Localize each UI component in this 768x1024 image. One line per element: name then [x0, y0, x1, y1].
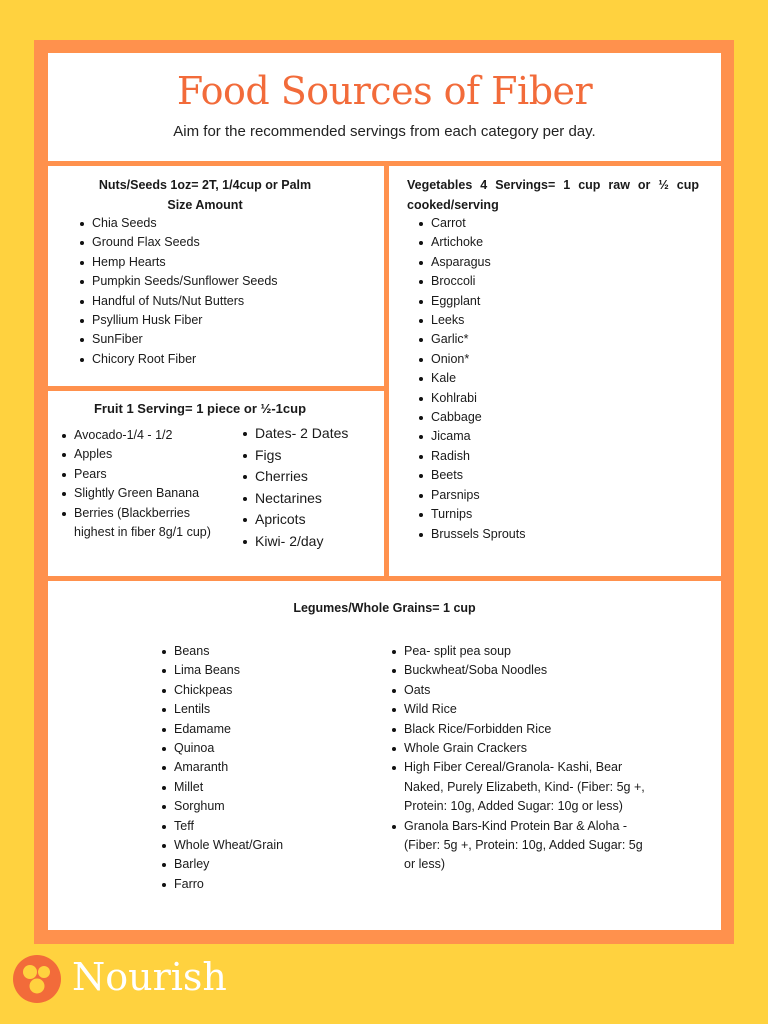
- list-item: Cabbage: [417, 408, 525, 427]
- list-item: Chia Seeds: [78, 214, 278, 233]
- list-item: Leeks: [417, 311, 525, 330]
- list-item: Kiwi- 2/day: [241, 531, 348, 553]
- list-item: Carrot: [417, 214, 525, 233]
- list-item: Jicama: [417, 427, 525, 446]
- list-item: Parsnips: [417, 486, 525, 505]
- list-item: Pumpkin Seeds/Sunflower Seeds: [78, 272, 278, 291]
- header-panel: [48, 53, 721, 161]
- list-item: Slightly Green Banana: [60, 484, 230, 503]
- list-item: Beans: [160, 642, 283, 661]
- list-item: Amaranth: [160, 758, 283, 777]
- list-item: Apricots: [241, 509, 348, 531]
- nuts-heading-line2: Size Amount: [167, 198, 243, 212]
- list-item: Nectarines: [241, 488, 348, 510]
- list-item: Broccoli: [417, 272, 525, 291]
- legumes-list-right: [390, 642, 648, 875]
- list-item: Chickpeas: [160, 681, 283, 700]
- list-item: Asparagus: [417, 253, 525, 272]
- page-subtitle: Aim for the recommended servings from each category per day.: [173, 123, 596, 140]
- list-item: Farro: [160, 875, 283, 894]
- list-item: Eggplant: [417, 292, 525, 311]
- fruit-panel: [48, 391, 384, 576]
- nourish-logo-icon: [12, 954, 62, 1004]
- list-item: Turnips: [417, 505, 525, 524]
- list-item: Chicory Root Fiber: [78, 350, 278, 369]
- list-item: Lima Beans: [160, 661, 283, 680]
- list-item: Figs: [241, 445, 348, 467]
- list-item: Psyllium Husk Fiber: [78, 311, 278, 330]
- brand-name: Nourish: [72, 955, 227, 999]
- list-item: Whole Grain Crackers: [390, 739, 648, 758]
- vegetables-heading: Vegetables 4 Servings= 1 cup raw or ½ cup cooked/serving: [407, 178, 699, 212]
- list-item: Kohlrabi: [417, 389, 525, 408]
- vegetables-list: [417, 214, 525, 544]
- fruit-list-right: [241, 423, 348, 553]
- list-item: Quinoa: [160, 739, 283, 758]
- list-item: Wild Rice: [390, 700, 648, 719]
- list-item: Black Rice/Forbidden Rice: [390, 720, 648, 739]
- list-item: SunFiber: [78, 330, 278, 349]
- fruit-list-left: [60, 426, 230, 542]
- legumes-grains-panel: [48, 581, 721, 930]
- page-title: Food Sources of Fiber: [176, 69, 593, 113]
- list-item: Lentils: [160, 700, 283, 719]
- list-item: Avocado-1/4 - 1/2: [60, 426, 230, 445]
- fruit-heading: Fruit 1 Serving= 1 piece or ½-1cup: [93, 401, 307, 416]
- list-item: Sorghum: [160, 797, 283, 816]
- list-item: Hemp Hearts: [78, 253, 278, 272]
- list-item: Whole Wheat/Grain: [160, 836, 283, 855]
- list-item: Oats: [390, 681, 648, 700]
- nuts-heading-line1: Nuts/Seeds 1oz= 2T, 1/4cup or Palm: [98, 178, 312, 192]
- list-item: Pears: [60, 465, 230, 484]
- list-item: Granola Bars-Kind Protein Bar & Aloha - (Fiber: 5g +, Protein: 10g, Added Sugar: 5g or less): [390, 817, 648, 875]
- list-item: Onion*: [417, 350, 525, 369]
- list-item: Apples: [60, 445, 230, 464]
- list-item: Cherries: [241, 466, 348, 488]
- list-item: Buckwheat/Soba Noodles: [390, 661, 648, 680]
- list-item: Pea- split pea soup: [390, 642, 648, 661]
- list-item: Millet: [160, 778, 283, 797]
- legumes-list-left: [160, 642, 283, 894]
- nuts-seeds-panel: [48, 166, 384, 386]
- list-item: Ground Flax Seeds: [78, 233, 278, 252]
- vegetables-panel: [389, 166, 721, 576]
- nuts-list: [78, 214, 278, 369]
- list-item: Teff: [160, 817, 283, 836]
- list-item: Radish: [417, 447, 525, 466]
- list-item: Berries (Blackberries highest in fiber 8g/1 cup): [60, 504, 230, 543]
- list-item: Artichoke: [417, 233, 525, 252]
- list-item: Dates- 2 Dates: [241, 423, 348, 445]
- list-item: Handful of Nuts/Nut Butters: [78, 292, 278, 311]
- list-item: Kale: [417, 369, 525, 388]
- list-item: Garlic*: [417, 330, 525, 349]
- list-item: High Fiber Cereal/Granola- Kashi, Bear Naked, Purely Elizabeth, Kind- (Fiber: 5g +, Protein: 10g, Added Sugar: 10g or less): [390, 758, 648, 816]
- list-item: Edamame: [160, 720, 283, 739]
- list-item: Barley: [160, 855, 283, 874]
- list-item: Brussels Sprouts: [417, 525, 525, 544]
- list-item: Beets: [417, 466, 525, 485]
- legumes-heading: Legumes/Whole Grains= 1 cup: [293, 601, 476, 615]
